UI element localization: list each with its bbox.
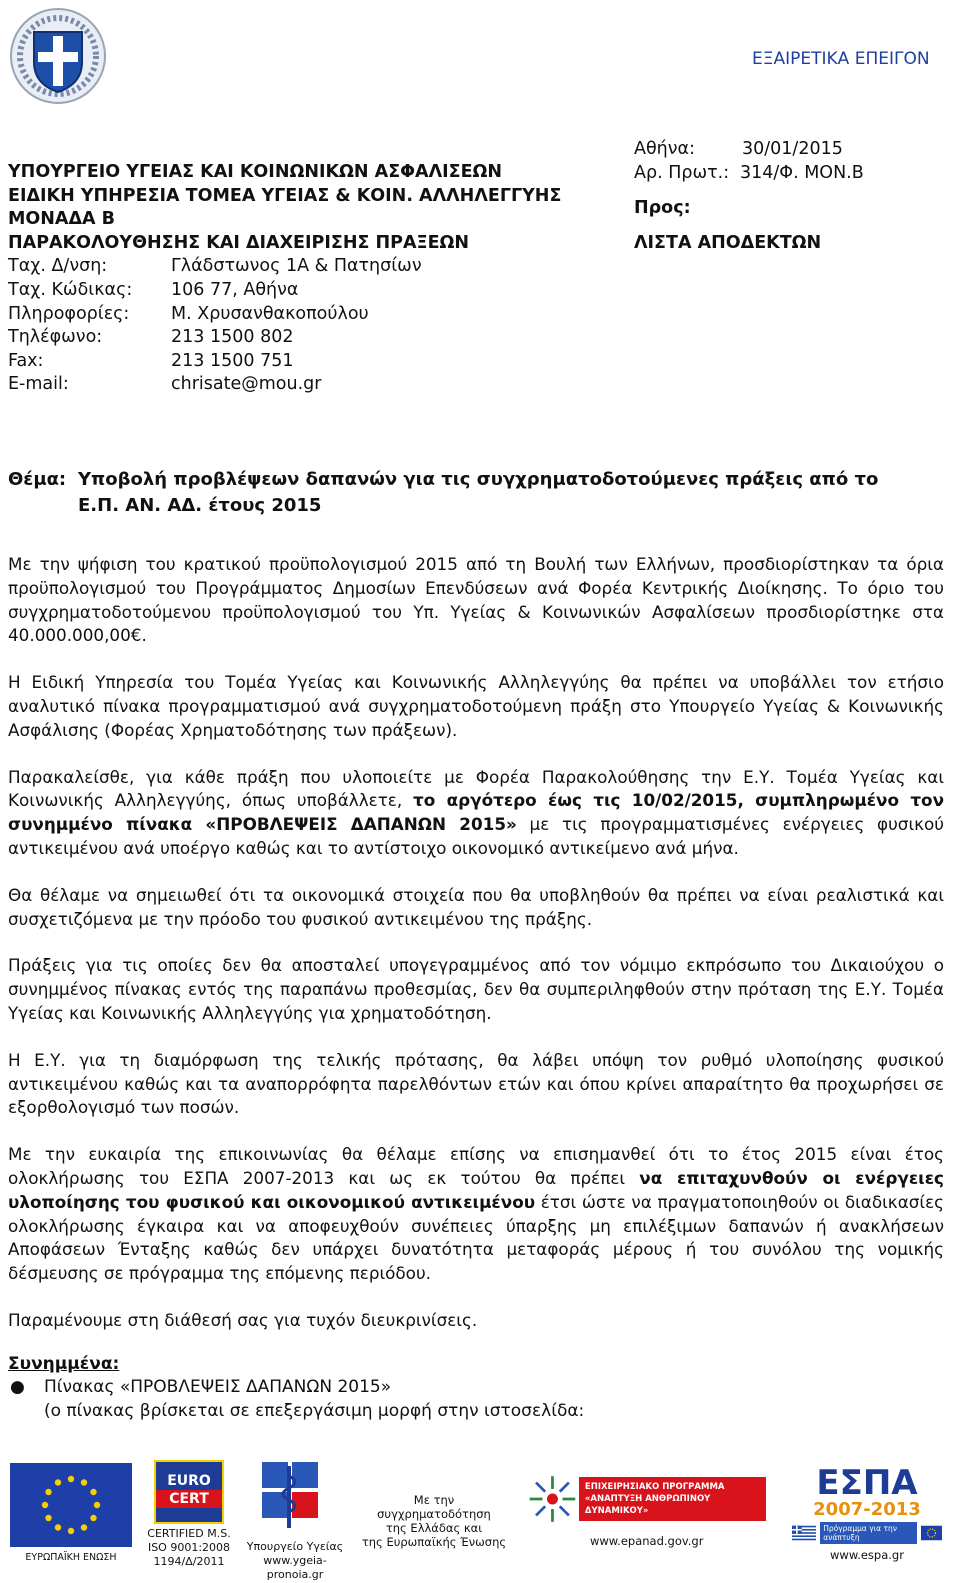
eu-label: ΕΥΡΩΠΑΪΚΗ ΕΝΩΣΗ xyxy=(25,1552,117,1563)
attachments-title: Συνημμένα: xyxy=(8,1354,120,1374)
paragraph: Παραμένουμε στη διάθεσή σας για τυχόν διευκρινίσεις. xyxy=(8,1309,478,1330)
cofunding-text: Με την συγχρηματοδότηση της Ελλάδας και της Ευρωπαϊκής Ένωσης xyxy=(361,1493,507,1549)
urgency-label: ΕΞΑΙΡΕΤΙΚΑ ΕΠΕΙΓΟΝ xyxy=(752,49,930,69)
eu-star-icon xyxy=(55,1524,61,1530)
paragraph: Παρακαλείσθε, για κάθε πράξη που υλοποιείτε με Φορέα Παρακολούθησης την Ε.Υ. Τομέα Υγείας και Κοινωνικής Αλληλεγγύης, όπως υποβάλλετε, το αργότερο έως τις 10/02/2015, συμπληρωμένο τον συνημμένο πίνακα «ΠΡΟΒΛΕΨΕΙΣ ΔΑΠΑΝΩΝ 2015» με τις προγραμματισμένες ενέργειες φυσικού αντικειμένου ανά υποέργο καθώς και το αντίστοιχο οικονομικό αντικείμενο ανά μήνα. xyxy=(8,766,944,858)
ministry-health-logo xyxy=(236,1460,354,1582)
eu-flag-small-icon xyxy=(921,1524,942,1542)
espa-url: www.espa.gr xyxy=(830,1548,904,1562)
sender-field: E-mail: chrisate@mou.gr xyxy=(8,374,322,395)
greek-state-emblem-icon xyxy=(8,6,108,106)
eurocert-badge-icon: EURO CERT xyxy=(154,1460,224,1524)
meta-block xyxy=(634,138,954,255)
paragraph: Η Ειδική Υπηρεσία του Τομέα Υγείας και Κοινωνικής Αλληλεγγύης θα πρέπει να υποβάλλει τον ετήσιο αναλυτικό πίνακα προγραμματισμού ανά συγχρηματοδοτούμενη πράξη στο Υπουργείο Υγείας & Κοινωνικής Ασφάλισης (Φορέας Χρηματοδότησης των πράξεων). xyxy=(8,672,944,740)
attachments xyxy=(8,1354,908,1423)
espa-logo xyxy=(792,1463,942,1562)
eu-flag-logo xyxy=(10,1463,132,1563)
greek-flag-icon xyxy=(792,1524,816,1542)
sender-field: Πληροφορίες: Μ. Χρυσανθακοπούλου xyxy=(8,303,369,324)
eu-star-icon xyxy=(81,1479,87,1485)
paragraph: Η Ε.Υ. για τη διαμόρφωση της τελικής πρότασης, θα λάβει υπόψη τον ρυθμό υλοποίησης φυσικού αντικειμένου καθώς και τα αναπορρόφητα παρελθόντων ετών και όπου κρίνει απαραίτητο θα προχωρήσει σε εξορθολογισμό των ποσών. xyxy=(8,1049,944,1118)
deadline-emphasis: το αργότερο έως τις 10/02/2015, συμπληρωμένο τον συνημμένο πίνακα «ΠΡΟΒΛΕΨΕΙΣ ΔΑΠΑΝΩΝ 2015» xyxy=(8,790,944,835)
paragraph: Με την ευκαιρία της επικοινωνίας θα θέλαμε επίσης να επισημανθεί ότι το έτος 2015 είναι έτος ολοκλήρωσης του ΕΣΠΑ 2007-2013 και ως εκ τούτου θα πρέπει να επιταχυνθούν οι ενέργειες υλοποίησης του φυσικού και οικονομικού αντικειμένου έτσι ώστε να πραγματοποιηθούν οι διαδικασίες ολοκλήρωσης έγκαιρα και να αποφευχθούν συνέπειες ύπαρξης μη επιλέξιμων δαπανών ή ανακλήσεων Αποφάσεων Ένταξης καθώς δεν υπάρχει δυνατότητα μεταφοράς μέρους ή του συνόλου της νομικής δέσμευσης σε πρόγραμμα της επόμενης περιόδου. xyxy=(8,1144,944,1284)
programme-url: www.epanad.gov.gr xyxy=(590,1534,704,1548)
eu-star-icon xyxy=(68,1476,74,1482)
subject-label: Θέμα: xyxy=(8,469,67,490)
protocol-label: Αρ. Πρωτ.: xyxy=(634,162,730,183)
acceleration-emphasis: να επιταχυνθούν οι ενέργειες υλοποίησης του φυσικού και οικονομικού αντικειμένου xyxy=(8,1167,944,1212)
eu-star-icon xyxy=(55,1479,61,1485)
eu-star-icon xyxy=(81,1524,87,1530)
attachment-item: ● Πίνακας «ΠΡΟΒΛΕΨΕΙΣ ΔΑΠΑΝΩΝ 2015» (ο πίνακας βρίσκεται σε επεξεργάσιμη μορφή στην ιστοσελίδα: xyxy=(8,1376,908,1423)
programme-banner: ΕΠΙΧΕΙΡΗΣΙΑΚΟ ΠΡΟΓΡΑΜΜΑ «ΑΝΑΠΤΥΞΗ ΑΝΘΡΩΠΙΝΟΥ ΔΥΝΑΜΙΚΟΥ» xyxy=(579,1477,766,1521)
paragraph: Με την ψήφιση του κρατικού προϋπολογισμού 2015 από τη Βουλή των Ελλήνων, προσδιορίστηκαν τα όρια προϋπολογισμού του Προγράμματος Δημοσίων Επενδύσεων ανά Φορέα Κεντρικής Διοίκησης. Το όριο του συγχρηματοδοτούμενου προϋπολογισμού του Υπ. Υγείας & Κοινωνικών Ασφαλίσεων προσδιορίστηκε στα 40.000.000,00€. xyxy=(8,554,944,646)
paragraph: Πράξεις για τις οποίες δεν θα αποσταλεί υπογεγραμμένος από τον νόμιμο εκπρόσωπο του Δικαιούχου ο συνημμένος πίνακας εντός της παραπάνω προθεσμίας, δεν θα συμπεριληφθούν στην πρόταση της Ε.Υ. Τομέα Υγείας και Κοινωνικής Αλληλεγγύης για χρηματοδότηση. xyxy=(8,955,944,1023)
sender-unit-desc: ΠΑΡΑΚΟΛΟΥΘΗΣΗΣ ΚΑΙ ΔΙΑΧΕΙΡΙΣΗΣ ΠΡΑΞΕΩΝ xyxy=(8,232,470,253)
eu-flag-icon xyxy=(10,1463,132,1547)
subject-line-1: Υποβολή προβλέψεων δαπανών για τις συγχρηματοδοτούμενες πράξεις από το xyxy=(78,469,879,490)
place-label: Αθήνα: xyxy=(634,139,695,159)
recipient-label: Προς: xyxy=(634,198,691,219)
espa-tagline: Πρόγραμμα για την ανάπτυξη xyxy=(820,1522,917,1544)
eu-star-icon xyxy=(45,1515,51,1521)
paragraph: Θα θέλαμε να σημειωθεί ότι τα οικονομικά στοιχεία που θα υποβληθούν θα πρέπει να είναι ρεαλιστικά και συσχετιζόμενα με την πρόοδο του φυσικού αντικειμένου της πράξης. xyxy=(8,884,944,929)
eu-star-icon xyxy=(90,1489,96,1495)
sender-field: Ταχ. Δ/νση: Γλάδστωνος 1Α & Πατησίων xyxy=(8,256,422,277)
subject-line-2: Ε.Π. ΑΝ. ΑΔ. έτους 2015 xyxy=(78,495,322,516)
bullet-icon: ● xyxy=(10,1377,25,1397)
operational-programme-logo xyxy=(526,1470,766,1548)
sender-field: Τηλέφωνο: 213 1500 802 xyxy=(8,327,294,348)
eu-star-icon xyxy=(68,1528,74,1534)
eu-star-icon xyxy=(42,1502,48,1508)
sender-field: Fax: 213 1500 751 xyxy=(8,350,294,371)
sender-block xyxy=(8,161,628,397)
subject xyxy=(8,467,953,519)
cert-text: CERTIFIED M.S. ISO 9001:2008 1194/Δ/2011 xyxy=(147,1527,231,1568)
programme-star-icon xyxy=(526,1470,579,1528)
recipient-value: ΛΙΣΤΑ ΑΠΟΔΕΚΤΩΝ xyxy=(634,232,822,253)
document-date: 30/01/2015 xyxy=(742,139,843,159)
espa-years: 2007-2013 xyxy=(813,1499,921,1520)
protocol-number: 314/Φ. ΜΟΝ.Β xyxy=(740,162,864,183)
ministry-text: Υπουργείο Υγείας www.ygeia-pronoia.gr xyxy=(246,1540,344,1581)
sender-unit: ΜΟΝΑΔΑ Β xyxy=(8,209,115,230)
eu-star-icon xyxy=(90,1515,96,1521)
eu-star-icon xyxy=(45,1489,51,1495)
eu-star-icon xyxy=(94,1502,100,1508)
eurocert-logo xyxy=(145,1460,233,1569)
letter-body xyxy=(8,553,944,1356)
health-cross-icon xyxy=(236,1460,354,1536)
sender-ministry: ΥΠΟΥΡΓΕΙΟ ΥΓΕΙΑΣ ΚΑΙ ΚΟΙΝΩΝΙΚΩΝ ΑΣΦΑΛΙΣΕΩΝ xyxy=(8,162,503,182)
espa-title: ΕΣΠΑ xyxy=(816,1463,918,1503)
sender-field: Ταχ. Κώδικας: 106 77, Αθήνα xyxy=(8,279,299,300)
sender-service: ΕΙΔΙΚΗ ΥΠΗΡΕΣΙΑ ΤΟΜΕΑ ΥΓΕΙΑΣ & ΚΟΙΝ. ΑΛΛΗΛΕΓΓΥΗΣ xyxy=(8,185,562,206)
